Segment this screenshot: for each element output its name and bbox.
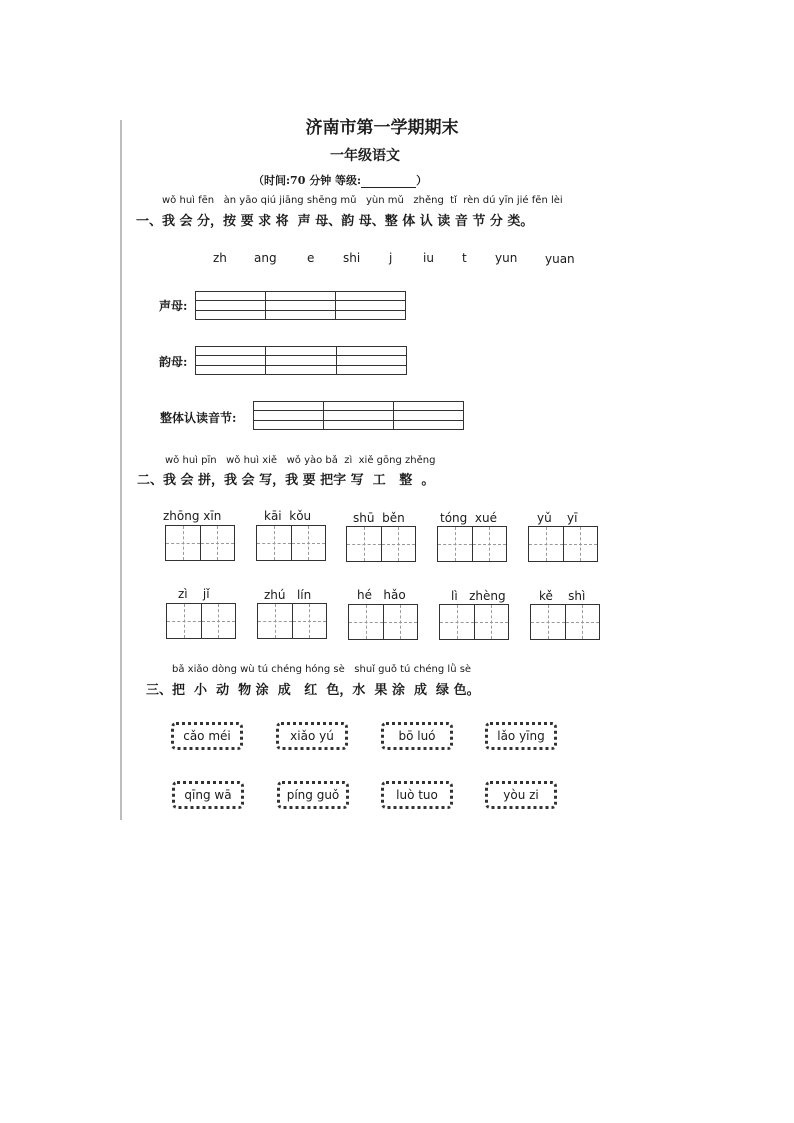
scan-margin-line [120,120,122,820]
word-pinyin: yǔ yī [537,511,578,525]
sort-item: t [462,251,467,265]
writing-grid[interactable] [530,604,600,640]
sort-item: yun [495,251,518,265]
sort-item: zh [213,251,227,265]
sort-item: yuan [545,252,575,266]
coloring-card[interactable]: lǎo yīng [485,722,557,750]
shengmu-answer-grid[interactable] [195,291,406,320]
word-pinyin: tóng xué [440,511,497,525]
section2-question: 二、我 会 拼，我 会 写，我 要 把字 写 工 整 。 [137,473,435,488]
word-pinyin: zhú lín [264,588,312,602]
yunmu-answer-grid[interactable] [195,346,407,375]
time-grade-text: （时间:70 分钟 等级: [253,174,362,187]
coloring-card[interactable]: cǎo méi [171,722,243,750]
writing-grid[interactable] [439,604,509,640]
coloring-card[interactable]: luò tuo [381,781,453,809]
word-pinyin: zì jǐ [178,587,210,601]
sort-item: ang [254,251,277,265]
close-paren: ） [416,174,428,187]
exam-subtitle: 一年级语文 [330,148,400,164]
writing-grid[interactable] [348,604,418,640]
coloring-card[interactable]: qīng wā [172,781,244,809]
coloring-card[interactable]: xiǎo yú [276,722,348,750]
word-pinyin: hé hǎo [357,588,406,602]
section3-question: 三、把 小 动 物 涂 成 红 色，水 果 涂 成 绿 色。 [146,683,480,698]
sort-item: e [307,251,315,265]
word-pinyin: lì zhèng [451,589,506,603]
sort-item: shi [343,251,361,265]
zhengti-answer-grid[interactable] [253,401,464,430]
yunmu-label: 韵母: [159,355,188,369]
coloring-card[interactable]: bō luó [381,722,453,750]
writing-grid[interactable] [257,603,327,639]
word-pinyin: zhōng xīn [163,509,222,523]
zhengti-label: 整体认读音节: [160,411,237,425]
word-pinyin: shū běn [353,511,405,525]
coloring-card[interactable]: yòu zi [485,781,557,809]
coloring-card[interactable]: píng guǒ [277,781,349,809]
section2-pinyin: wǒ huì pīn wǒ huì xiě wǒ yào bǎ zì xiě gōng zhěng [165,455,436,466]
writing-grid[interactable] [165,525,235,561]
section3-pinyin: bǎ xiǎo dòng wù tú chéng hóng sè shuǐ guǒ tú chéng lǜ sè [172,664,472,675]
section1-question: 一、我 会 分，按 要 求 将 声 母、韵 母、整 体 认 读 音 节 分 类。 [136,214,534,229]
sort-item: iu [423,251,434,265]
exam-title: 济南市第一学期期末 [305,118,459,138]
sort-item: j [389,251,393,265]
word-pinyin: kāi kǒu [264,509,312,523]
writing-grid[interactable] [346,526,416,562]
writing-grid[interactable] [256,525,326,561]
writing-grid[interactable] [166,603,236,639]
time-grade-line [253,172,427,188]
writing-grid[interactable] [437,526,507,562]
section1-pinyin: wǒ huì fēn àn yāo qiú jiāng shēng mǔ yùn mǔ zhěng tǐ rèn dú yīn jié fēn lèi [162,195,563,206]
shengmu-label: 声母: [159,299,188,313]
word-pinyin: kě shì [539,589,586,603]
grade-blank[interactable] [361,176,416,188]
writing-grid[interactable] [528,526,598,562]
